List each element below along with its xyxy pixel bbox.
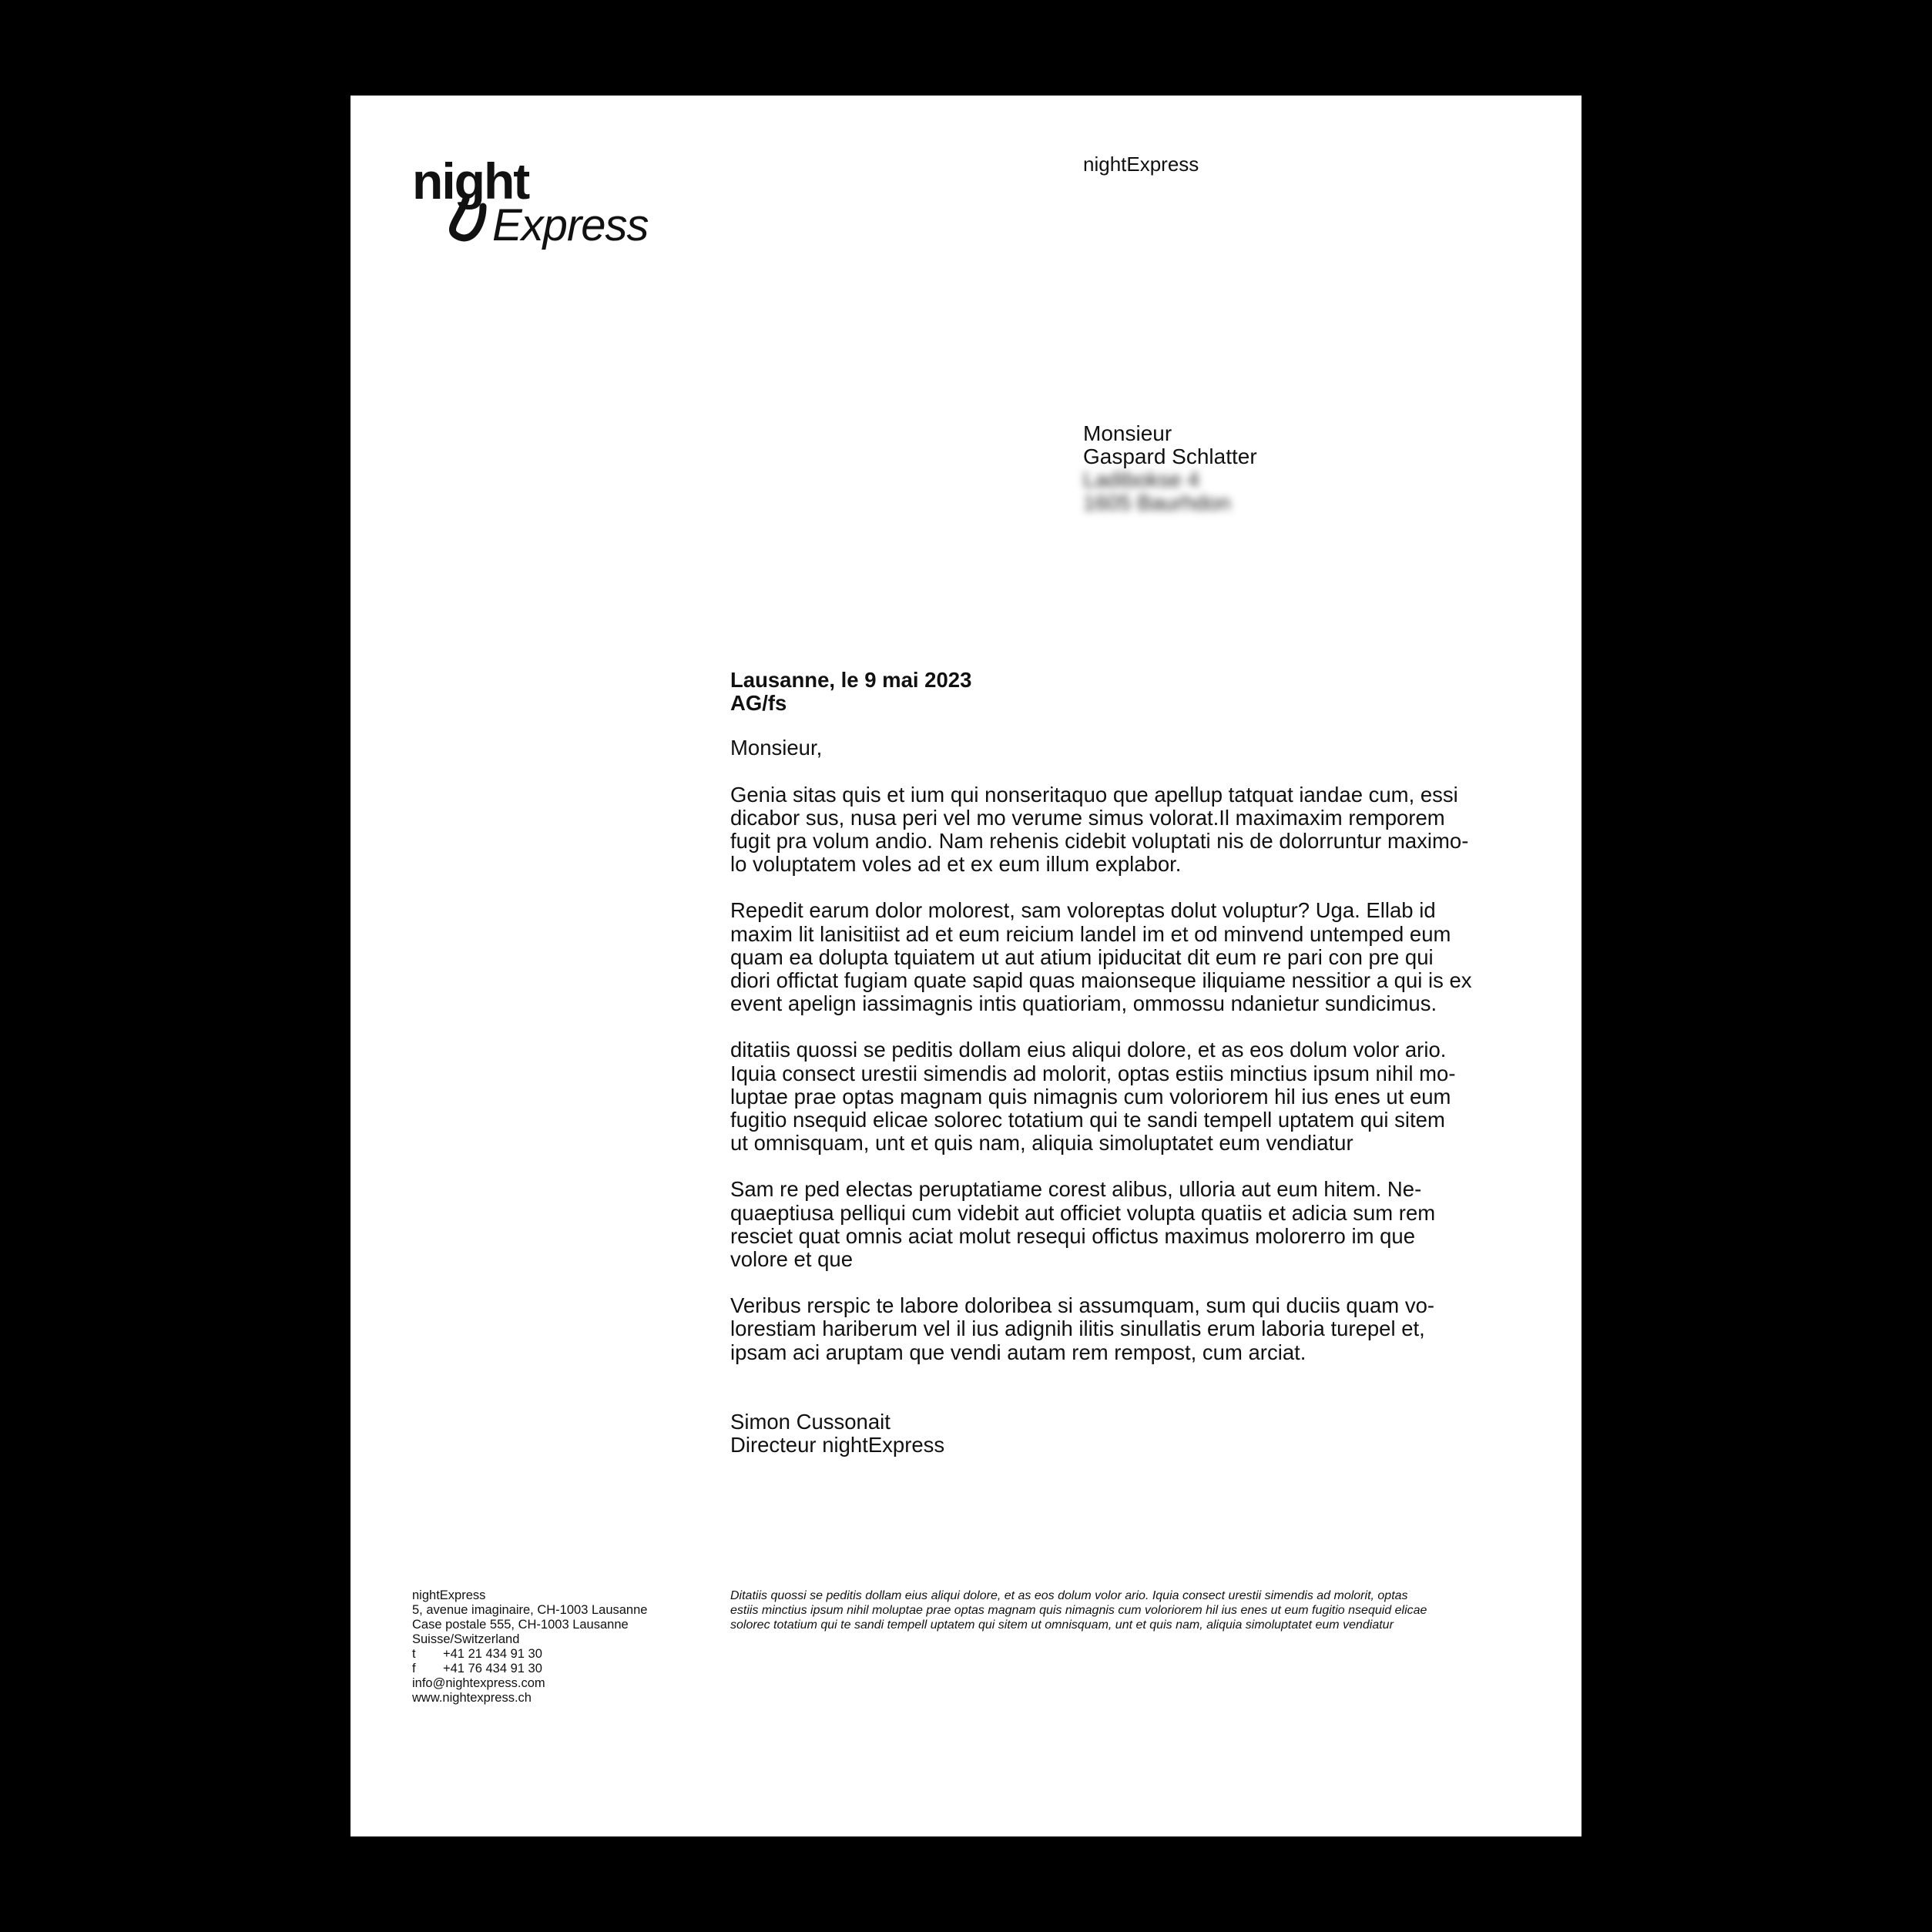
signatory-title: Directeur nightExpress	[730, 1433, 945, 1457]
footer-street: 5, avenue imaginaire, CH-1003 Lausanne	[412, 1603, 648, 1617]
logo-text-express: Express	[492, 200, 649, 250]
footer-email: info@nightexpress.com	[412, 1676, 545, 1690]
recipient-address-line2: 1605 Baurhdon	[1083, 491, 1231, 515]
footer-phone	[412, 1647, 674, 1662]
paragraph: Sam re ped electas peruptatiame corest alibus, ulloria aut eum hitem. Ne- quaeptiusa pelliqui cum videbit aut officiet volupta quatiis et adicia sum rem resciet quat omnis aciat molut resequi offictus maximus molorerro im que volore et que	[730, 1177, 1436, 1272]
signature-block	[730, 1410, 1493, 1457]
footer-note: Ditatiis quossi se peditis dollam eius aliqui dolore, et as eos dolum volor ario. Iquia consect urestii simendis ad molorit, optas estiis minctius ipsum nihil moluptae prae optas magnam quis nimagnis cum voloriorem hil ius enes ut eum fugitio nsequid elicae solorec totatium qui te sandi tempell uptatem qui sitem ut omnisquam, unt et quis nam, aliquia simoluptatet eum vendiatur	[730, 1589, 1427, 1632]
letter-meta	[730, 669, 1493, 715]
sender-header: nightExpress	[1083, 153, 1199, 176]
letter-page	[351, 96, 1581, 1836]
footer-website: www.nightexpress.ch	[412, 1691, 532, 1705]
footer-fax	[412, 1662, 674, 1676]
footer-company: nightExpress	[412, 1588, 486, 1602]
fax-number: +41 76 434 91 30	[443, 1662, 542, 1675]
phone-number: +41 21 434 91 30	[443, 1647, 542, 1661]
footer-address	[412, 1588, 674, 1706]
fax-label: f	[412, 1662, 416, 1675]
letter-body	[730, 669, 1493, 1457]
place-date: Lausanne, le 9 mai 2023	[730, 668, 972, 692]
salutation: Monsieur,	[730, 736, 823, 760]
paragraph: ditatiis quossi se peditis dollam eius aliqui dolore, et as eos dolum volor ario. Iquia consect urestii simendis ad molorit, optas estiis minctius ipsum nihil mo- luptae prae optas magnam quis nimagnis cum voloriorem hil ius enes ut eum fugitio nsequid elicae solorec totatium qui te sandi tempell uptatem qui sitem ut omnisquam, unt et quis nam, aliquia simoluptatet eum vendiatur	[730, 1038, 1456, 1156]
recipient-name: Gaspard Schlatter	[1083, 444, 1257, 468]
reference: AG/fs	[730, 691, 787, 716]
paragraph: Genia sitas quis et ium qui nonseritaquo que apellup tatquat iandae cum, essi dicabor sus, nusa peri vel mo verume simus volorat.Il maximaxim remporem fugit pra volum andio. Nam rehenis cidebit voluptati nis de dolorruntur maximo- lo voluptatem voles ad et ex eum illum explabor.	[730, 782, 1469, 877]
recipient-address-line1: Ladibokse 4	[1083, 468, 1200, 491]
logo-text-night: night	[412, 153, 529, 210]
signatory-name: Simon Cussonait	[730, 1409, 891, 1434]
footer-po-box: Case postale 555, CH-1003 Lausanne	[412, 1618, 629, 1632]
paragraph: Repedit earum dolor molorest, sam voloreptas dolut voluptur? Uga. Ellab id maxim lit lanisitiist ad et eum reicium landel im et od minvend untemped eum quam ea dolupta tquiatem ut aut atium ipiducitat dit eum re pari con pre qui diori offictat fugiam quate sapid quas maionseque iliquiame nessitior a qui is ex event apelign iassimagnis intis quatioriam, ommossu ndanietur sundicimus.	[730, 898, 1472, 1016]
recipient-title: Monsieur	[1083, 421, 1172, 445]
footer-country: Suisse/Switzerland	[412, 1632, 520, 1646]
recipient-block	[1083, 422, 1257, 515]
phone-label: t	[412, 1647, 416, 1661]
paragraph: Veribus rerspic te labore doloribea si assumquam, sum qui duciis quam vo- lorestiam hariberum vel il ius adignih ilitis sinullatis erum laboria turepel et, ipsam aci aruptam que vendi autam rem rempost, cum arciat.	[730, 1293, 1435, 1364]
night-express-logo	[412, 151, 659, 259]
